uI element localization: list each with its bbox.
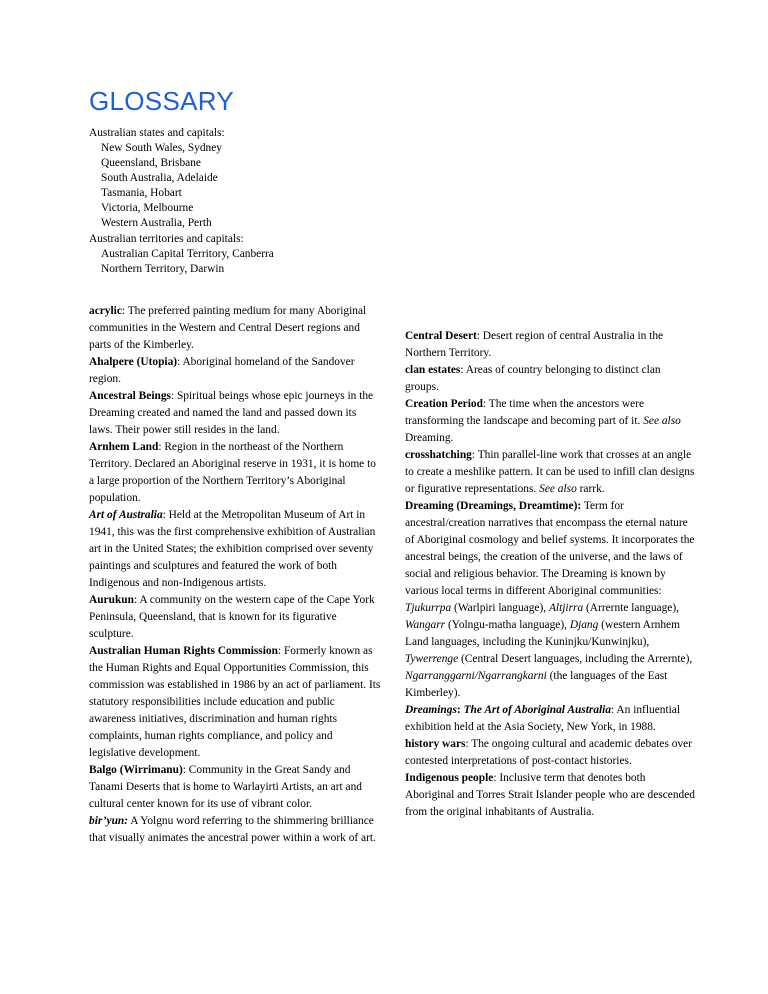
glossary-entry xyxy=(89,354,381,388)
glossary-entry xyxy=(89,643,381,762)
state-item: Victoria, Melbourne xyxy=(101,202,194,214)
entry-term: Balgo (Wirrimanu) xyxy=(89,764,183,776)
entry-term: Arnhem Land xyxy=(89,441,159,453)
glossary-entry xyxy=(405,770,697,821)
local-term: Djang xyxy=(569,619,599,631)
entry-term: history wars xyxy=(405,738,466,750)
entry-term: crosshatching xyxy=(405,449,472,461)
local-term-note: (Warlpiri language), xyxy=(451,602,549,614)
entry-definition: : Spiritual beings whose epic journeys in the Dreaming created and named the land and passed down its laws. Their power still resides in the land. xyxy=(89,390,374,436)
entry-term: Dreaming (Dreamings, Dreamtime): xyxy=(405,500,582,512)
states-heading: Australian states and capitals: xyxy=(89,127,225,139)
states-list xyxy=(89,126,225,231)
page-title: GLOSSARY xyxy=(89,86,234,116)
see-also-target: rarrk. xyxy=(576,483,605,495)
state-item: Tasmania, Hobart xyxy=(101,187,182,199)
glossary-column-right xyxy=(405,328,697,821)
entry-definition: : Community in the Great Sandy and Tanami Deserts that is home to Warlayirti Artists, an art and cultural center known for its use of vibrant color. xyxy=(89,764,362,810)
local-term: Tjukurrpa xyxy=(405,602,452,614)
glossary-entry xyxy=(89,303,381,354)
glossary-entry xyxy=(405,702,697,736)
entry-definition: Term for ancestral/creation narratives that encompass the eternal nature of Aboriginal cosmology and belief systems. It incorporates the ancestral beings, the creation of the universe, and the laws of social and religious behavior. The Dreaming is known by various local terms in different Aboriginal communities: xyxy=(405,500,695,597)
entry-definition: : Aboriginal homeland of the Sandover region. xyxy=(89,356,355,385)
entry-term: Ahalpere (Utopia) xyxy=(89,356,178,368)
glossary-entry xyxy=(405,328,697,362)
local-term: Wangarr xyxy=(405,619,446,631)
local-term-note: (Central Desert languages, including the Arrernte), xyxy=(458,653,693,665)
entry-definition: : Thin parallel-line work that crosses at an angle to create a meshlike pattern. It can be used to infill clan designs or figurative representations. xyxy=(405,449,695,495)
glossary-entry xyxy=(405,498,697,702)
glossary-entry xyxy=(89,388,381,439)
territory-item: Australian Capital Territory, Canberra xyxy=(101,248,274,260)
entry-term-title: The Art of Aboriginal Australia xyxy=(463,704,612,716)
entry-definition: : The ongoing cultural and academic debates over contested interpretations of post-contact histories. xyxy=(405,738,693,767)
territories-heading: Australian territories and capitals: xyxy=(89,233,244,245)
entry-term: Indigenous people xyxy=(405,772,494,784)
state-item: New South Wales, Sydney xyxy=(101,142,222,154)
glossary-entry xyxy=(405,396,697,447)
see-also: See also xyxy=(539,483,577,495)
entry-definition: : A community on the western cape of the Cape York Peninsula, Queensland, that is known for its figurative sculpture. xyxy=(89,594,375,640)
entry-term: bir’yun: xyxy=(89,815,129,827)
entry-definition: : Inclusive term that denotes both Aboriginal and Torres Strait Islander people who are descended from the original inhabitants of Australia. xyxy=(405,772,695,818)
entry-term: acrylic xyxy=(89,305,122,317)
local-term-note: (the languages of the East Kimberley). xyxy=(405,670,668,699)
entry-definition: : Desert region of central Australia in the Northern Territory. xyxy=(405,330,664,359)
entry-term: Dreamings xyxy=(405,704,457,716)
entry-definition: : The preferred painting medium for many Aboriginal communities in the Western and Central Desert regions and parts of the Kimberley. xyxy=(89,305,367,351)
entry-term: Art of Australia xyxy=(89,509,163,521)
glossary-entry xyxy=(89,813,381,847)
glossary-entry xyxy=(405,362,697,396)
entry-definition: : Areas of country belonging to distinct clan groups. xyxy=(405,364,661,393)
glossary-entry xyxy=(89,439,381,507)
state-item: South Australia, Adelaide xyxy=(101,172,218,184)
entry-definition: : An influential exhibition held at the Asia Society, New York, in 1988. xyxy=(405,704,681,733)
state-item: Queensland, Brisbane xyxy=(101,157,201,169)
entry-term: Australian Human Rights Commission xyxy=(89,645,278,657)
see-also: See also xyxy=(643,415,681,427)
entry-term: Central Desert xyxy=(405,330,477,342)
state-item: Western Australia, Perth xyxy=(101,217,212,229)
glossary-entry xyxy=(405,447,697,498)
entry-definition: : The time when the ancestors were transforming the landscape and becoming part of it. xyxy=(405,398,645,427)
entry-term: Ancestral Beings xyxy=(89,390,171,402)
entry-term: clan estates xyxy=(405,364,461,376)
entry-term: Creation Period xyxy=(405,398,483,410)
see-also-target: Dreaming. xyxy=(405,432,454,444)
glossary-entry xyxy=(89,762,381,813)
local-term-note: (Arrernte language), xyxy=(583,602,679,614)
entry-definition: : Held at the Metropolitan Museum of Art in 1941, this was the first comprehensive exhibition of Australian art in the United States; the exhibition comprised over seventy paintings and sculptures and featured the work of both Indigenous and non-Indigenous artists. xyxy=(89,509,376,589)
local-term: Altjirra xyxy=(548,602,584,614)
territory-item: Northern Territory, Darwin xyxy=(101,263,225,275)
territories-list xyxy=(89,232,274,277)
glossary-entry xyxy=(89,592,381,643)
glossary-column-left xyxy=(89,303,381,847)
local-term: Tywerrenge xyxy=(405,653,459,665)
glossary-entry xyxy=(89,507,381,592)
entry-definition: : Region in the northeast of the Northern Territory. Declared an Aboriginal reserve in 1931, it is home to a large proportion of the Northern Territory’s Aboriginal population. xyxy=(89,441,376,504)
local-term: Ngarranggarni/Ngarrangkarni xyxy=(405,670,547,682)
local-term-note: (western Arnhem Land languages, including the Kuninjku/Kunwinjku), xyxy=(405,619,680,648)
local-term-note: (Yolngu-matha language), xyxy=(445,619,570,631)
glossary-entry xyxy=(405,736,697,770)
entry-definition: A Yolgnu word referring to the shimmering brilliance that visually animates the ancestral power within a work of art. xyxy=(89,815,376,844)
entry-term-separator: : xyxy=(456,704,464,716)
entry-definition: : Formerly known as the Human Rights and Equal Opportunities Commission, this commission was established in 1986 by an act of parliament. Its statutory responsibilities include education and public awareness initiatives, discrimination and human rights complaints, human rights compliance, and policy and legislative development. xyxy=(89,645,381,759)
entry-term: Aurukun xyxy=(89,594,134,606)
